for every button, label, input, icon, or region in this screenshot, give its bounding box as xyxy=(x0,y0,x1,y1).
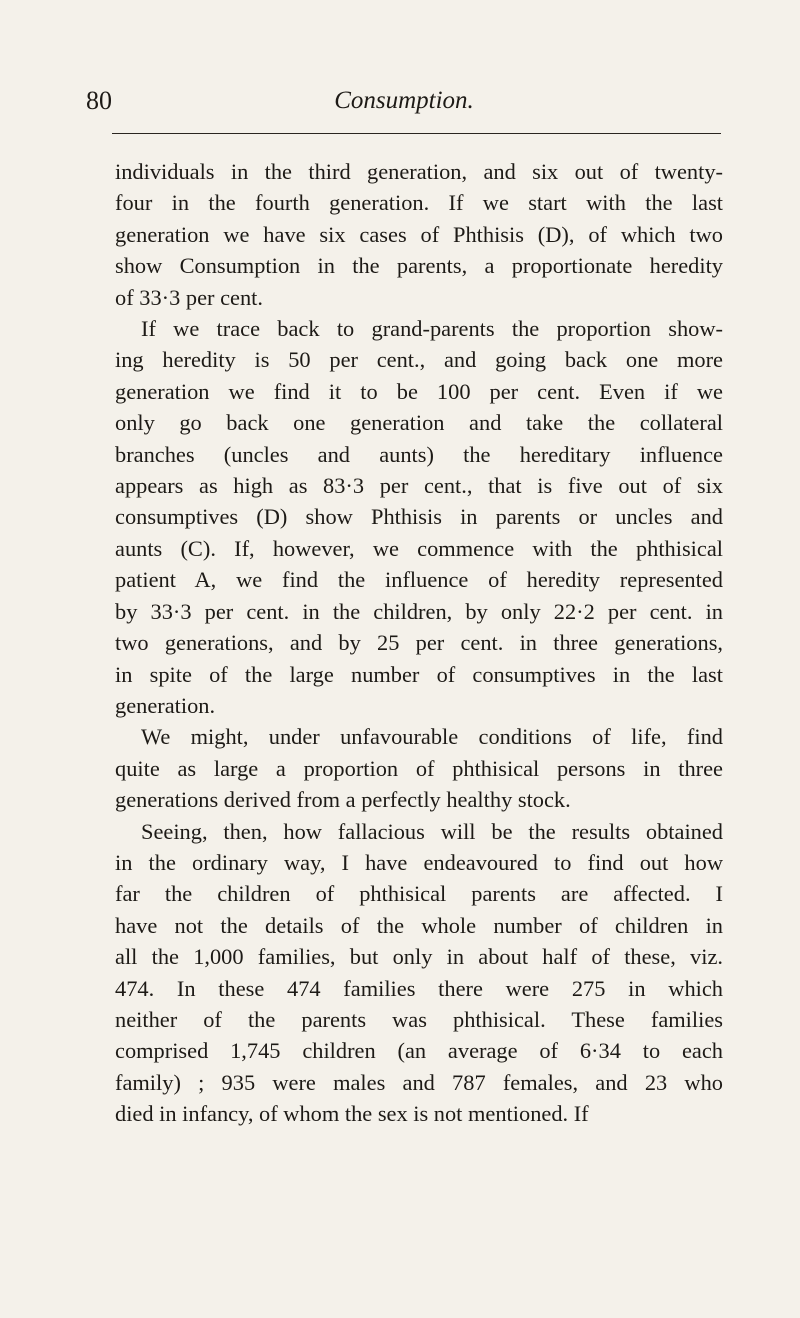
page-number: 80 xyxy=(86,86,112,115)
text-line: all the 1,000 families, but only in about half of these, viz. xyxy=(115,944,723,970)
text-line: individuals in the third generation, and six out of twenty- xyxy=(115,159,723,184)
text-line: by 33·3 per cent. in the children, by only 22·2 per cent. in xyxy=(115,598,723,624)
text-line: We might, under unfavourable conditions of life, find xyxy=(141,724,723,750)
body-text xyxy=(115,156,723,1130)
text-line: patient A, we find the influence of heredity represented xyxy=(115,567,723,593)
text-line: only go back one generation and take the collateral xyxy=(115,410,723,436)
text-line: generation we have six cases of Phthisis (D), of which two xyxy=(115,221,723,247)
paragraph xyxy=(115,313,723,721)
text-line: died in infancy, of whom the sex is not mentioned. If xyxy=(115,1101,589,1127)
text-line: consumptives (D) show Phthisis in parents or uncles and xyxy=(115,504,723,530)
text-line: generation we find it to be 100 per cent. Even if we xyxy=(115,378,723,404)
text-line: Seeing, then, how fallacious will be the results obtained xyxy=(141,818,723,844)
text-line: aunts (C). If, however, we commence with the phthisical xyxy=(115,535,723,561)
paragraph xyxy=(115,721,723,815)
text-line: neither of the parents was phthisical. These families xyxy=(115,1006,723,1032)
text-line: far the children of phthisical parents are affected. I xyxy=(115,881,723,907)
text-line: show Consumption in the parents, a proportionate heredity xyxy=(115,253,723,279)
text-line: of 33·3 per cent. xyxy=(115,284,263,310)
text-line: family) ; 935 were males and 787 females, and 23 who xyxy=(115,1069,723,1095)
page-header xyxy=(86,84,722,118)
paragraph xyxy=(115,156,723,313)
text-line: appears as high as 83·3 per cent., that is five out of six xyxy=(115,473,723,499)
text-line: ing heredity is 50 per cent., and going back one more xyxy=(115,347,723,373)
text-line: two generations, and by 25 per cent. in three generations, xyxy=(115,630,723,656)
text-line: have not the details of the whole number of children in xyxy=(115,912,723,938)
text-line: 474. In these 474 families there were 275 in which xyxy=(115,975,723,1001)
text-line: branches (uncles and aunts) the hereditary influence xyxy=(115,441,723,467)
text-line: in spite of the large number of consumptives in the last xyxy=(115,661,723,687)
text-line: If we trace back to grand-parents the proportion show- xyxy=(141,316,723,342)
text-line: in the ordinary way, I have endeavoured to find out how xyxy=(115,849,723,875)
text-line: four in the fourth generation. If we start with the last xyxy=(115,190,723,216)
text-line: quite as large a proportion of phthisical persons in three xyxy=(115,755,723,781)
running-title: Consumption. xyxy=(334,87,474,114)
text-line: generation. xyxy=(115,692,216,718)
header-rule xyxy=(112,133,721,134)
text-line: generations derived from a perfectly healthy stock. xyxy=(115,787,571,813)
paragraph xyxy=(115,816,723,1130)
text-line: comprised 1,745 children (an average of 6·34 to each xyxy=(115,1038,723,1064)
